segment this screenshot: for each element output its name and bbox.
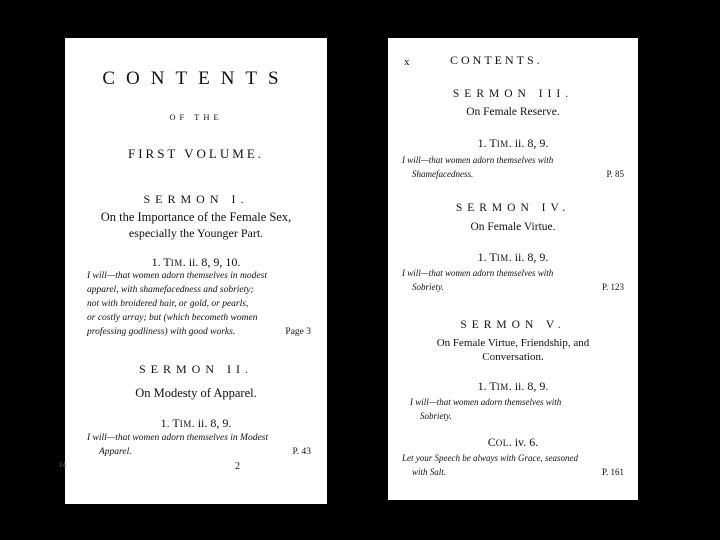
- scripture-reference: 1. TIM. ii. 8, 9.: [160, 416, 232, 430]
- scripture-reference: 1. TIM. ii. 8, 9.: [477, 250, 549, 264]
- sermon-title: SERMON I.: [143, 192, 249, 206]
- sermon-title: SERMON IV.: [455, 202, 571, 214]
- sermon-subject: Conversation.: [482, 351, 544, 363]
- page-number: P. 43: [292, 447, 311, 457]
- sermon-subject: On Female Reserve.: [466, 106, 560, 118]
- scripture-reference: 1. TIM. ii. 8, 9.: [477, 379, 549, 393]
- page-number: P. 161: [601, 467, 624, 477]
- margin-mark: 14: [59, 461, 66, 469]
- sermon-title: SERMON III.: [452, 88, 574, 100]
- scripture-quote: I will—that women adorn themselves in Modest Apparel. P. 43: [87, 433, 311, 457]
- sermon-subject: especially the Younger Part.: [128, 226, 264, 240]
- scripture-reference: 1. TIM. ii. 8, 9, 10.: [151, 255, 241, 269]
- contents-heading: CONTENTS: [102, 68, 290, 89]
- scripture-quote: Let your Speech be always with Grace, seasoned with Salt. P. 161: [402, 453, 624, 477]
- scripture-reference: COL. iv. 6.: [487, 435, 539, 449]
- page-number: P. 123: [601, 282, 624, 292]
- scripture-quote: I will—that women adorn themselves with Sobriety. P. 123: [402, 268, 624, 292]
- page-number: x: [404, 56, 410, 68]
- scripture-reference: 1. TIM. ii. 8, 9.: [477, 136, 549, 150]
- volume-title: FIRST VOLUME.: [127, 146, 265, 161]
- sermon-subject: On Female Virtue.: [470, 221, 556, 233]
- sermon-subject: On Modesty of Apparel.: [135, 386, 257, 400]
- sermon-subject: On Female Virtue, Friendship, and: [436, 337, 590, 349]
- sermon-subject: On the Importance of the Female Sex,: [100, 210, 292, 224]
- right-page: [388, 38, 638, 500]
- scripture-quote: I will—that women adorn themselves with Sobriety.: [410, 397, 562, 421]
- left-page: [59, 38, 327, 504]
- page-number: P. 85: [606, 169, 624, 179]
- sermon-title: SERMON II.: [138, 362, 253, 376]
- folio-mark: 2: [235, 461, 240, 472]
- of-the-label: OF THE: [169, 112, 223, 122]
- scripture-quote: I will—that women adorn themselves with Shamefacedness. P. 85: [402, 155, 624, 179]
- page-number: Page 3: [285, 327, 311, 337]
- contents-heading: CONTENTS.: [450, 53, 543, 67]
- sermon-title: SERMON V.: [460, 319, 566, 331]
- scripture-quote: I will—that women adorn themselves in modest apparel, with shamefacedness and sobriety; not with broidered hair, or gold, or pearls, or costly array; but (which becometh women professing godliness) with good works. Page 3: [87, 271, 311, 337]
